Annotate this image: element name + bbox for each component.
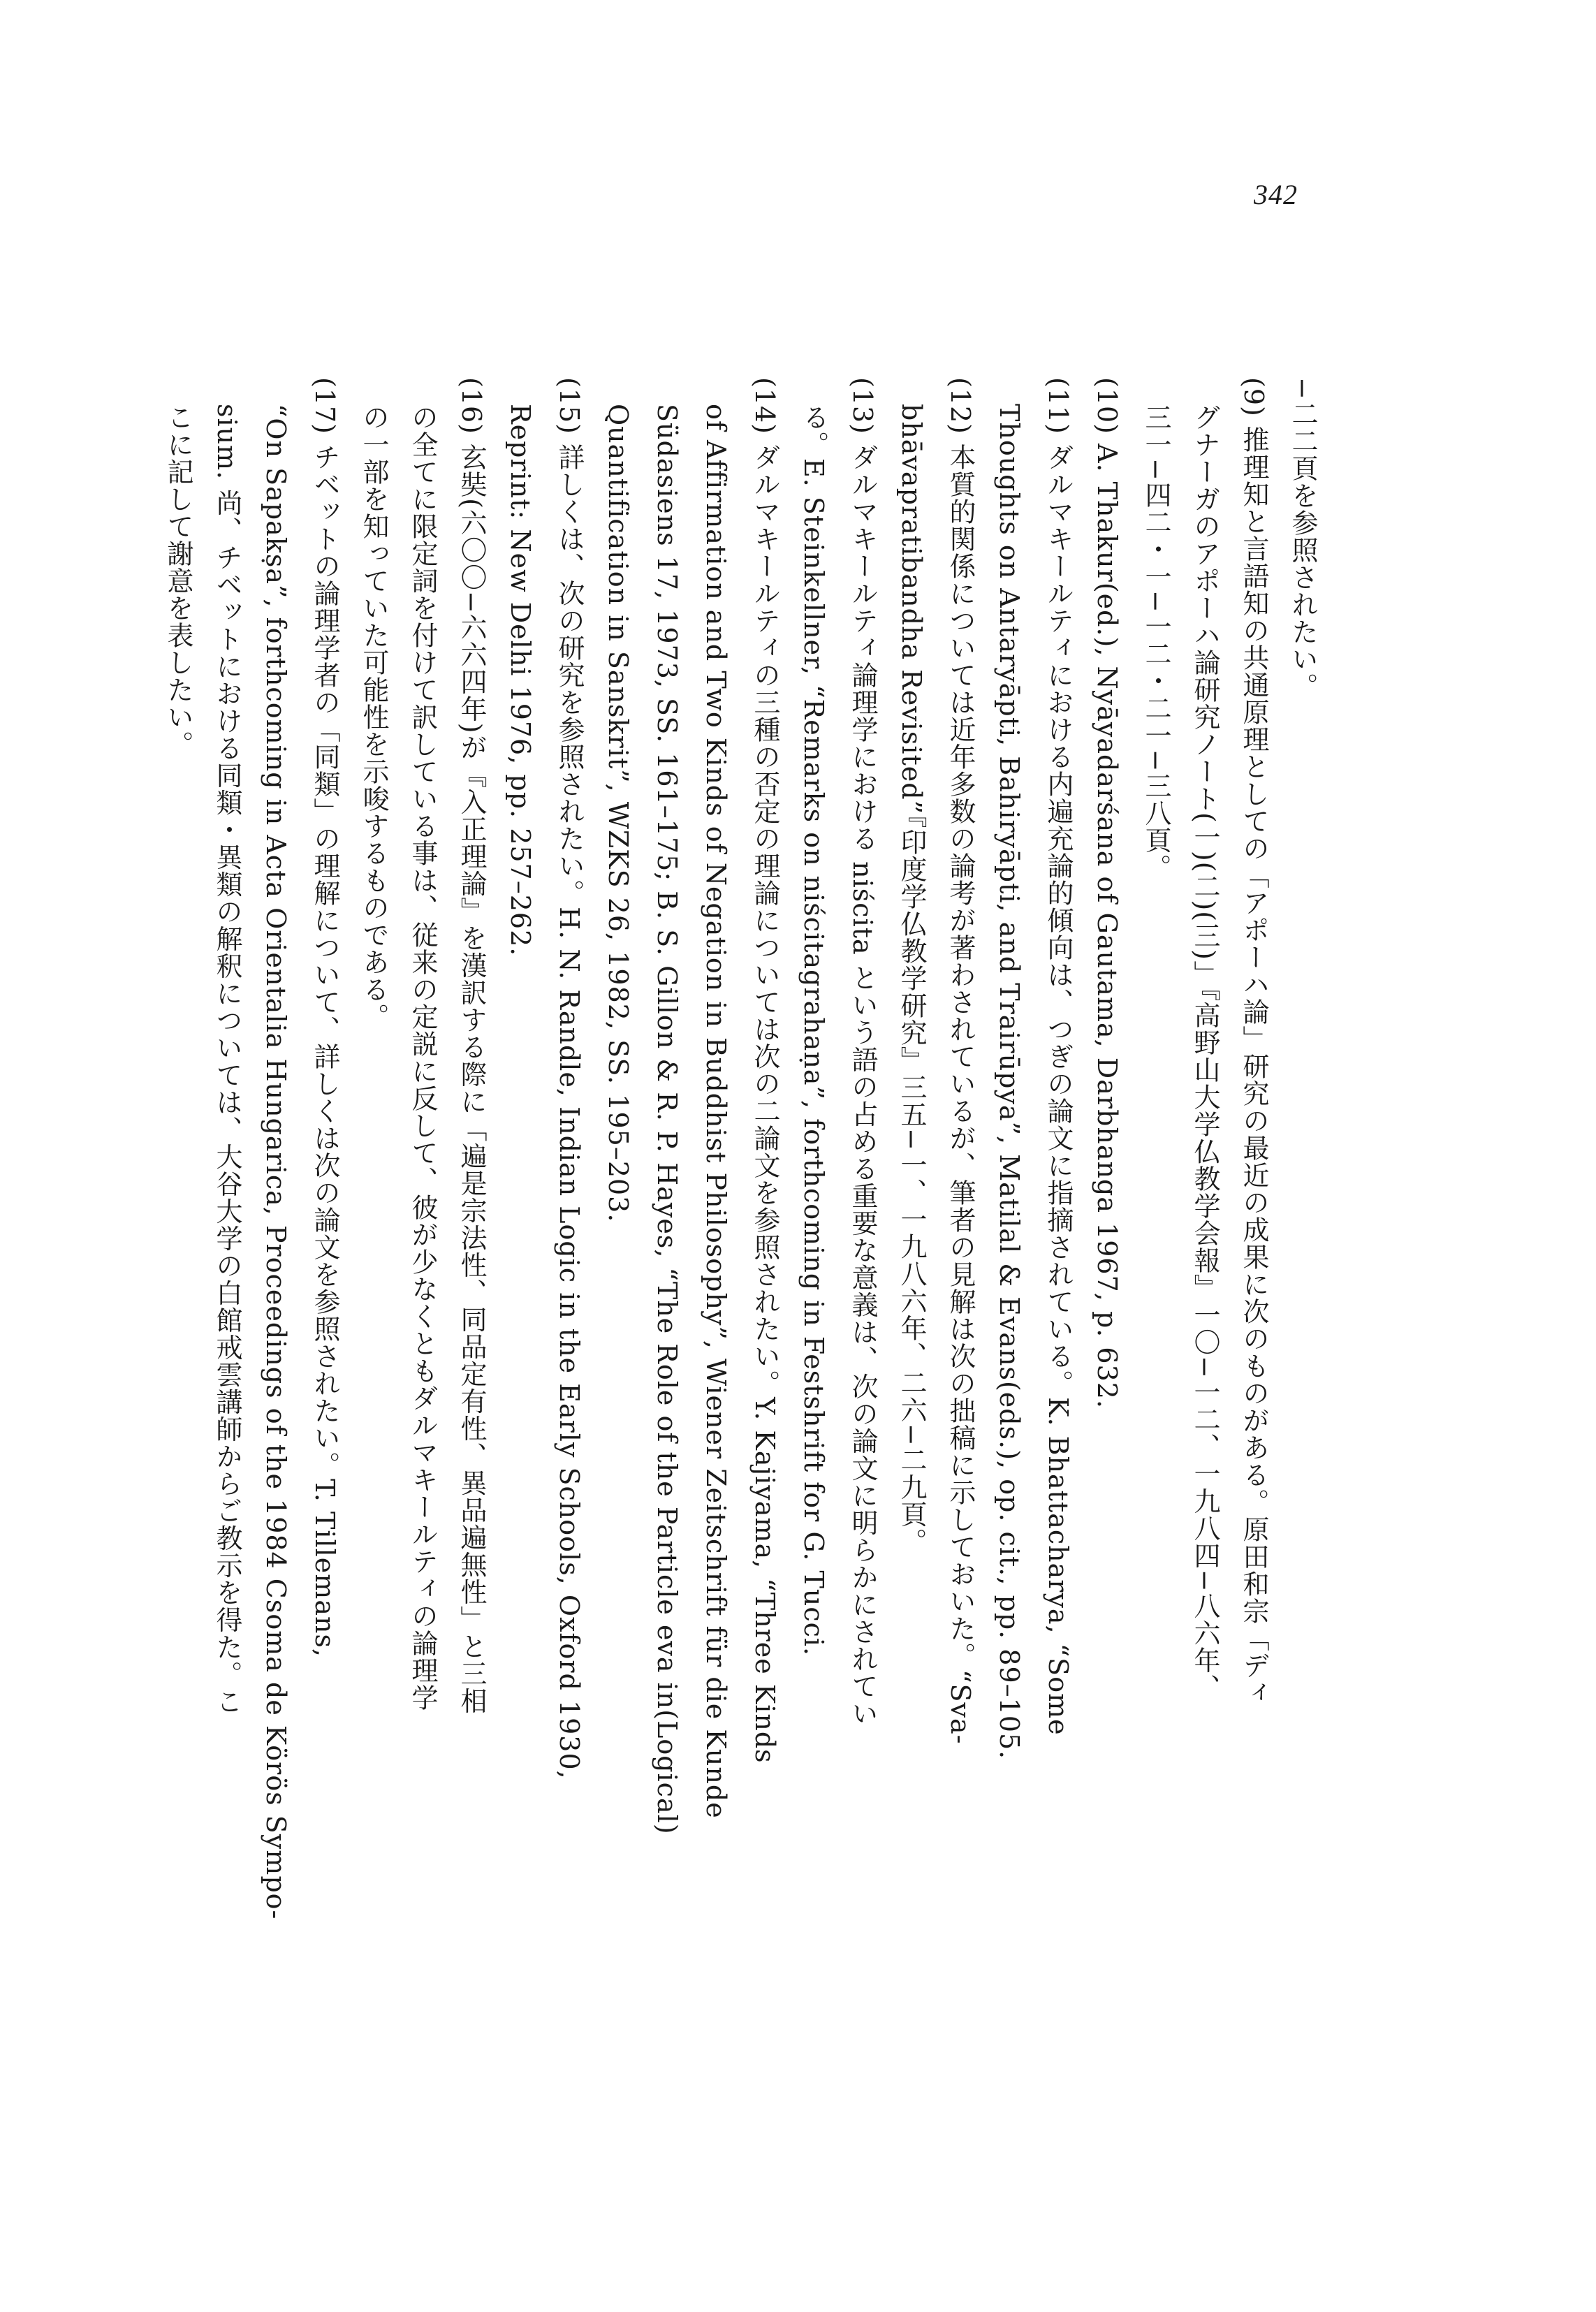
text-line: “On Sapakṣa”, forthcoming in Acta Orientalia Hungarica, Proceedings of the 1984 Csoma de Körös Sympo- — [261, 404, 291, 1920]
text-line: Reprint: New Delhi 1976, pp. 257–262. — [505, 404, 536, 957]
footnote-14-start: (14) ダルマキールティの三種の否定の理論については次の二論文を参照されたい。Y. Kajiyama, “Three Kinds — [749, 377, 780, 1764]
text-line: bhāvapratibandha Revisited”『印度学仏教学研究』三五−一、一九八六年、二六−二九頁。 — [896, 404, 927, 1556]
footnote-9-start: (9) 推理知と言語知の共通原理としての「アポーハ論」研究の最近の成果に次のものがある。原田和宗「ディ — [1238, 377, 1269, 1706]
text-line: る。E. Steinkellner, “Remarks on niścitagrahaṇa”, forthcoming in Festshrift for G. Tucci. — [798, 404, 829, 1657]
footnote-17-start: (17) チベットの論理学者の「同類」の理解について、詳しくは次の論文を参照されたい。T. Tillemans, — [309, 377, 340, 1658]
footnote-15-start: (15) 詳しくは、次の研究を参照されたい。H. N. Randle, Indian Logic in the Early Schools, Oxford 1930, — [554, 377, 585, 1780]
footnotes-body — [154, 377, 1327, 2068]
footnote-13-start: (13) ダルマキールティ論理学における niścita という語の占める重要な意義は、次の論文に明らかにされてい — [847, 377, 878, 1727]
text-line: 三一−四二・一−一二・二一−三八頁。 — [1141, 404, 1171, 881]
footnote-16-start: (16) 玄奘(六〇〇−六六四年)が『入正理論』を漢訳する際に「遍是宗法性、同品定有性、異品遍無性」と三相 — [456, 377, 487, 1715]
text-line: Thoughts on Antaryāpti, Bahiryāpti, and Trairūpya”, Matilal & Evans(eds.), op. cit., pp. 89–105. — [994, 404, 1025, 1760]
text-line: グナーガのアポーハ論研究ノート(一)(二)(三)」『高野山大学仏教学会報』一〇−一二、一九八四−八六年、 — [1189, 404, 1220, 1702]
text-line: こに記して謝意を表したい。 — [163, 404, 193, 758]
text-line: の一部を知っていた可能性を示唆するものである。 — [358, 404, 389, 1030]
text-line: of Affirmation and Two Kinds of Negation in Buddhist Philosophy”, Wiener Zeitschrift für die Kunde — [701, 404, 731, 1819]
text-line: の全てに限定詞を付けて訳している事は、従来の定説に反して、彼が少なくともダルマキールティの論理学 — [407, 404, 438, 1711]
text-line: Südasiens 17, 1973, SS. 161–175; B. S. Gillon & R. P. Hayes, “The Role of the Particle eva in(Logical) — [652, 404, 682, 1835]
footnote-10: (10) A. Thakur(ed.), Nyāyadarśana of Gautama, Darbhanga 1967, p. 632. — [1092, 377, 1122, 1410]
text-line: Quantification in Sanskrit”, WZKS 26, 1982, SS. 195–203. — [603, 404, 634, 1223]
footnote-12-start: (12) 本質的関係については近年多数の論考が著わされているが、筆者の見解は次の拙稿に示しておいた。“Sva- — [945, 377, 976, 1745]
text-line: sium. 尚、チベットにおける同類・異類の解釈については、大谷大学の白館戒雲講師からご教示を得た。こ — [212, 404, 242, 1715]
footnote-11-start: (11) ダルマキールティにおける内遍充論的傾向は、つぎの論文に指摘されている。K. Bhattacharya, “Some — [1043, 377, 1074, 1736]
text-line: −二二頁を参照されたい。 — [1287, 377, 1318, 700]
page-number: 342 — [1254, 179, 1298, 210]
